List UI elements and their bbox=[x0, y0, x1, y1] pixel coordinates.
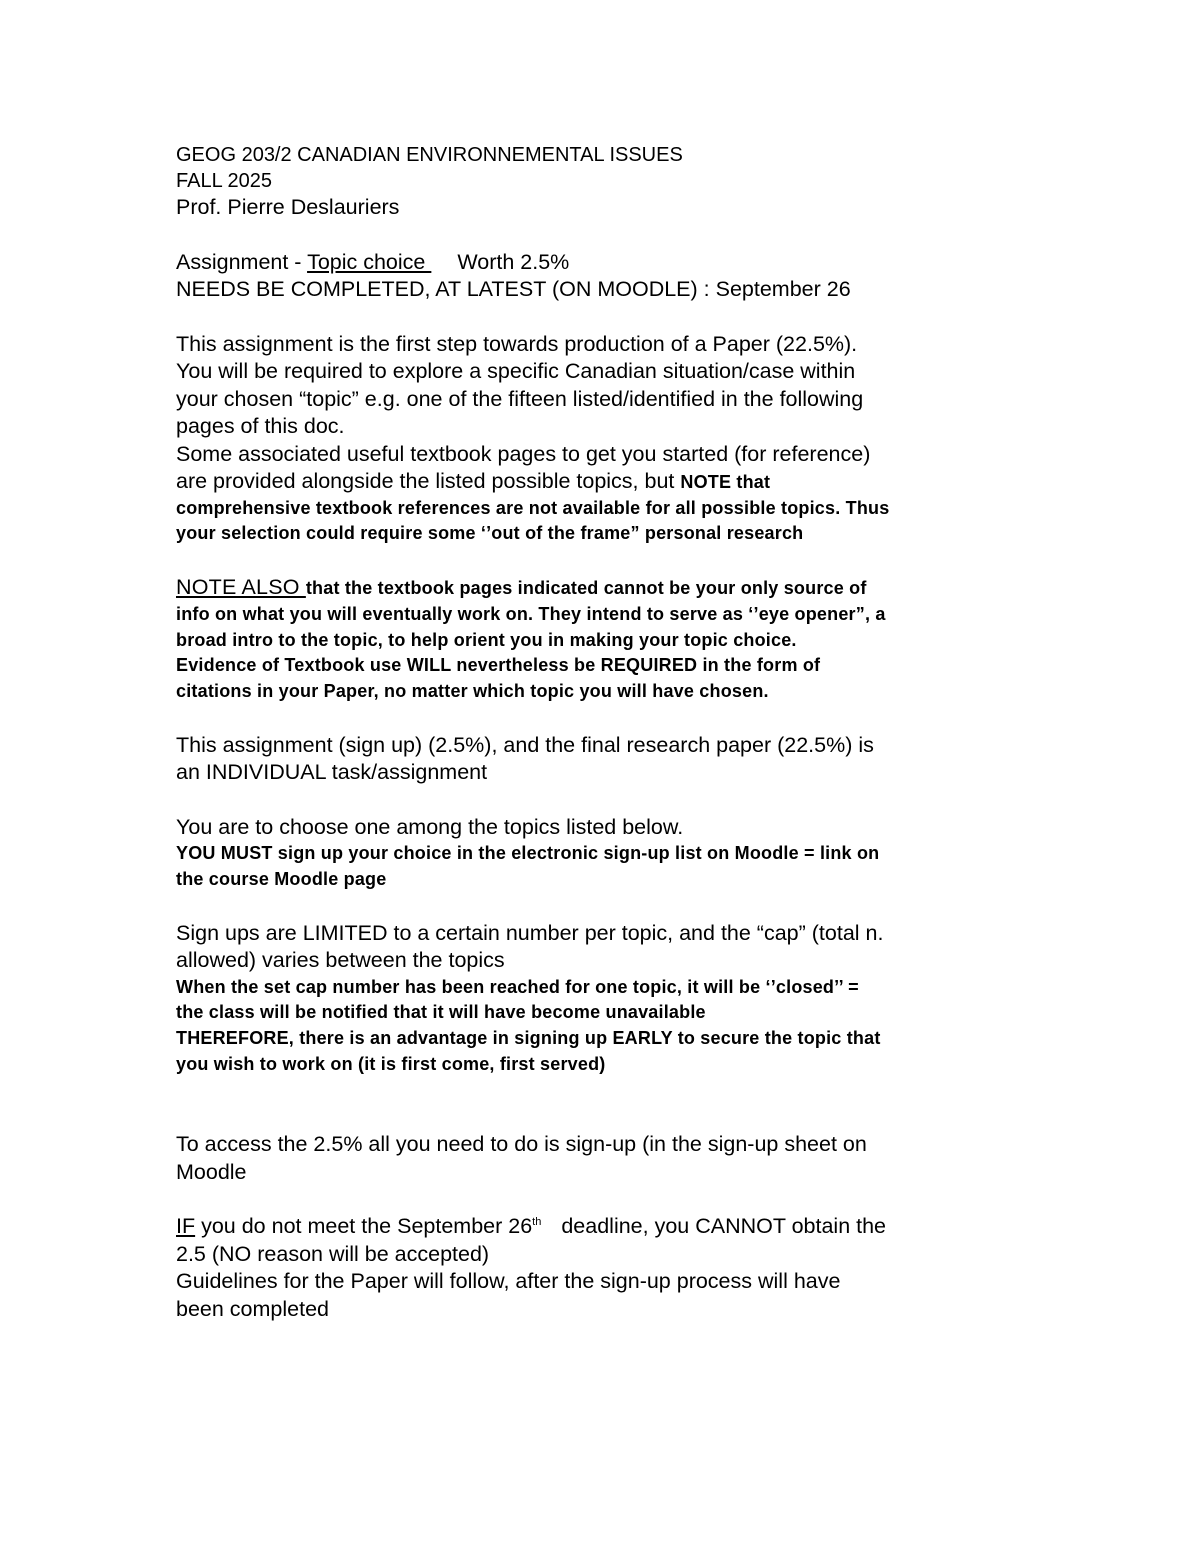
choose-line: You are to choose one among the topics listed below. bbox=[176, 814, 684, 839]
intro-paragraph bbox=[176, 331, 1056, 548]
course-term: FALL 2025 bbox=[176, 170, 273, 192]
limits-line: THEREFORE, there is an advantage in signing up EARLY to secure the topic that bbox=[176, 1027, 881, 1048]
choose-line: the course Moodle page bbox=[176, 868, 387, 889]
note-also-line: Evidence of Textbook use WILL nevertheless be REQUIRED in the form of bbox=[176, 655, 821, 676]
deadline-paragraph bbox=[176, 1213, 1056, 1323]
limits-line: When the set cap number has been reached for one topic, it will be ‘’closed’’ = bbox=[176, 976, 859, 997]
access-line: Moodle bbox=[176, 1159, 247, 1184]
deadline-text: deadline, you CANNOT obtain the bbox=[555, 1214, 887, 1239]
course-header bbox=[176, 142, 1056, 222]
intro-line: your chosen “topic” e.g. one of the fifteen listed/identified in the following bbox=[176, 386, 864, 411]
choose-line: YOU MUST sign up your choice in the electronic sign-up list on Moodle = link on bbox=[176, 843, 880, 864]
deadline-text: you do not meet the September 26 bbox=[195, 1214, 533, 1239]
note-also-line: citations in your Paper, no matter which topic you will have chosen. bbox=[176, 680, 769, 701]
individual-paragraph bbox=[176, 732, 1056, 787]
intro-line: comprehensive textbook references are not available for all possible topics. Thus bbox=[176, 497, 890, 518]
note-also-paragraph bbox=[176, 574, 1056, 705]
intro-note-that: NOTE that bbox=[680, 472, 771, 492]
limits-line: you wish to work on (it is first come, first served) bbox=[176, 1053, 606, 1074]
note-also-line: that the textbook pages indicated cannot be your only source of bbox=[305, 578, 867, 599]
intro-line: Some associated useful textbook pages to get you started (for reference) bbox=[176, 441, 871, 466]
document-body bbox=[176, 142, 1056, 1323]
note-also-line: broad intro to the topic, to help orient you in making your topic choice. bbox=[176, 629, 797, 650]
intro-line: your selection could require some ‘’out of the frame” personal research bbox=[176, 523, 804, 544]
access-line: To access the 2.5% all you need to do is sign-up (in the sign-up sheet on bbox=[176, 1132, 867, 1157]
intro-line: You will be required to explore a specific Canadian situation/case within bbox=[176, 359, 856, 383]
intro-line: This assignment is the first step towards production of a Paper (22.5%). bbox=[176, 331, 858, 356]
if-label: IF bbox=[176, 1214, 196, 1239]
intro-line: pages of this doc. bbox=[176, 414, 345, 438]
note-also-label: NOTE ALSO bbox=[176, 575, 306, 600]
topic-choice-label: Topic choice bbox=[307, 249, 432, 274]
deadline-line: Guidelines for the Paper will follow, after the sign-up process will have bbox=[176, 1269, 841, 1294]
deadline-sup: th bbox=[532, 1216, 542, 1229]
deadline-line: NEEDS BE COMPLETED, AT LATEST (ON MOODLE) : September 26 bbox=[176, 277, 851, 301]
assignment-worth: Worth 2.5% bbox=[457, 249, 570, 274]
limits-line: allowed) varies between the topics bbox=[176, 948, 505, 973]
deadline-line: been completed bbox=[176, 1296, 329, 1321]
assignment-prefix: Assignment - bbox=[176, 249, 308, 274]
course-title: GEOG 203/2 CANADIAN ENVIRONNEMENTAL ISSUES bbox=[176, 144, 683, 166]
access-paragraph bbox=[176, 1131, 1056, 1186]
limits-line: Sign ups are LIMITED to a certain number per topic, and the “cap” (total n. bbox=[176, 920, 884, 945]
limits-paragraph bbox=[176, 920, 1056, 1078]
intro-line: are provided alongside the listed possible topics, but bbox=[176, 469, 681, 493]
choose-paragraph bbox=[176, 814, 1056, 893]
note-also-line: info on what you will eventually work on. They intend to serve as ‘’eye opener”, a bbox=[176, 603, 886, 624]
individual-line: an INDIVIDUAL task/assignment bbox=[176, 760, 488, 785]
limits-line: the class will be notified that it will have become unavailable bbox=[176, 1002, 706, 1023]
individual-line: This assignment (sign up) (2.5%), and the final research paper (22.5%) is bbox=[176, 732, 874, 757]
deadline-line: 2.5 (NO reason will be accepted) bbox=[176, 1241, 490, 1266]
professor-name: Prof. Pierre Deslauriers bbox=[176, 195, 400, 219]
assignment-heading bbox=[176, 249, 1056, 304]
